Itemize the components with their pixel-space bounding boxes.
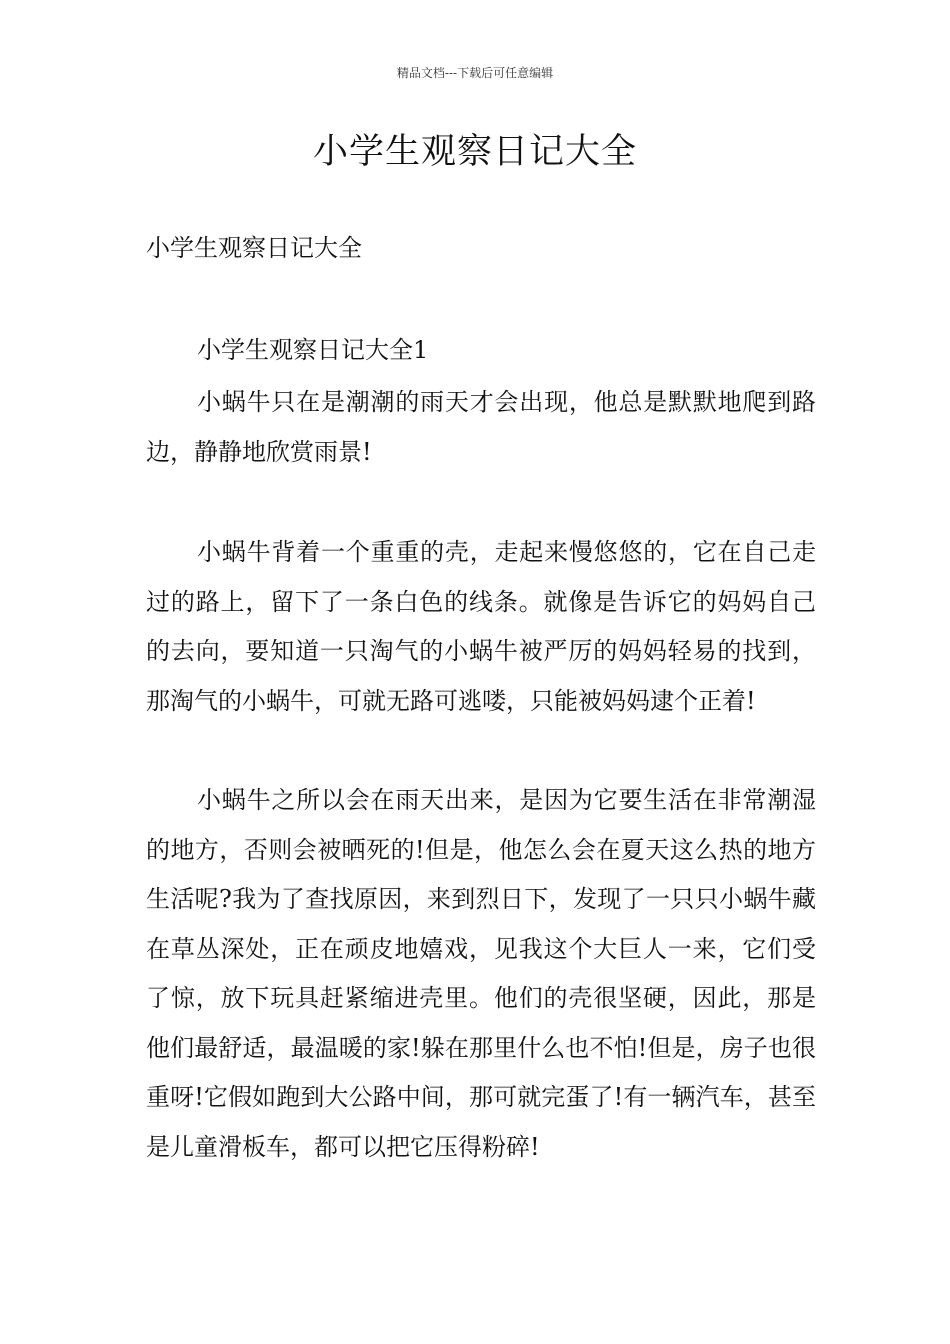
document-title: 小学生观察日记大全 [312, 132, 637, 172]
body-paragraph: 小蜗牛只在是潮潮的雨天才会出现，他总是默默地爬到路边，静静地欣赏雨景! [146, 388, 816, 466]
header-watermark: 精品文档---下载后可任意编辑 [396, 66, 554, 80]
document-subtitle: 小学生观察日记大全 [146, 234, 362, 262]
body-paragraph: 小蜗牛之所以会在雨天出来，是因为它要生活在非常潮湿的地方，否则会被晒死的!但是，他怎么会在夏天这么热的地方生活呢?我为了查找原因，来到烈日下，发现了一只只小蜗牛藏在草丛深处，正在顽皮地嬉戏，见我这个大巨人一来，它们受了惊，放下玩具赶紧缩进壳里。他们的壳很坚硬，因此，那是他们最舒适，最温暖的家!躲在那里什么也不怕!但是，房子也很重呀!它假如跑到大公路中间，那可就完蛋了!有一辆汽车，甚至是儿童滑板车，都可以把它压得粉碎! [146, 786, 816, 1161]
section-heading: 小学生观察日记大全1 [197, 336, 429, 364]
body-paragraph: 小蜗牛背着一个重重的壳，走起来慢悠悠的，它在自己走过的路上，留下了一条白色的线条。就像是告诉它的妈妈自己的去向，要知道一只淘气的小蜗牛被严厉的妈妈轻易的找到，那淘气的小蜗牛，可就无路可逃喽，只能被妈妈逮个正着! [146, 538, 816, 715]
